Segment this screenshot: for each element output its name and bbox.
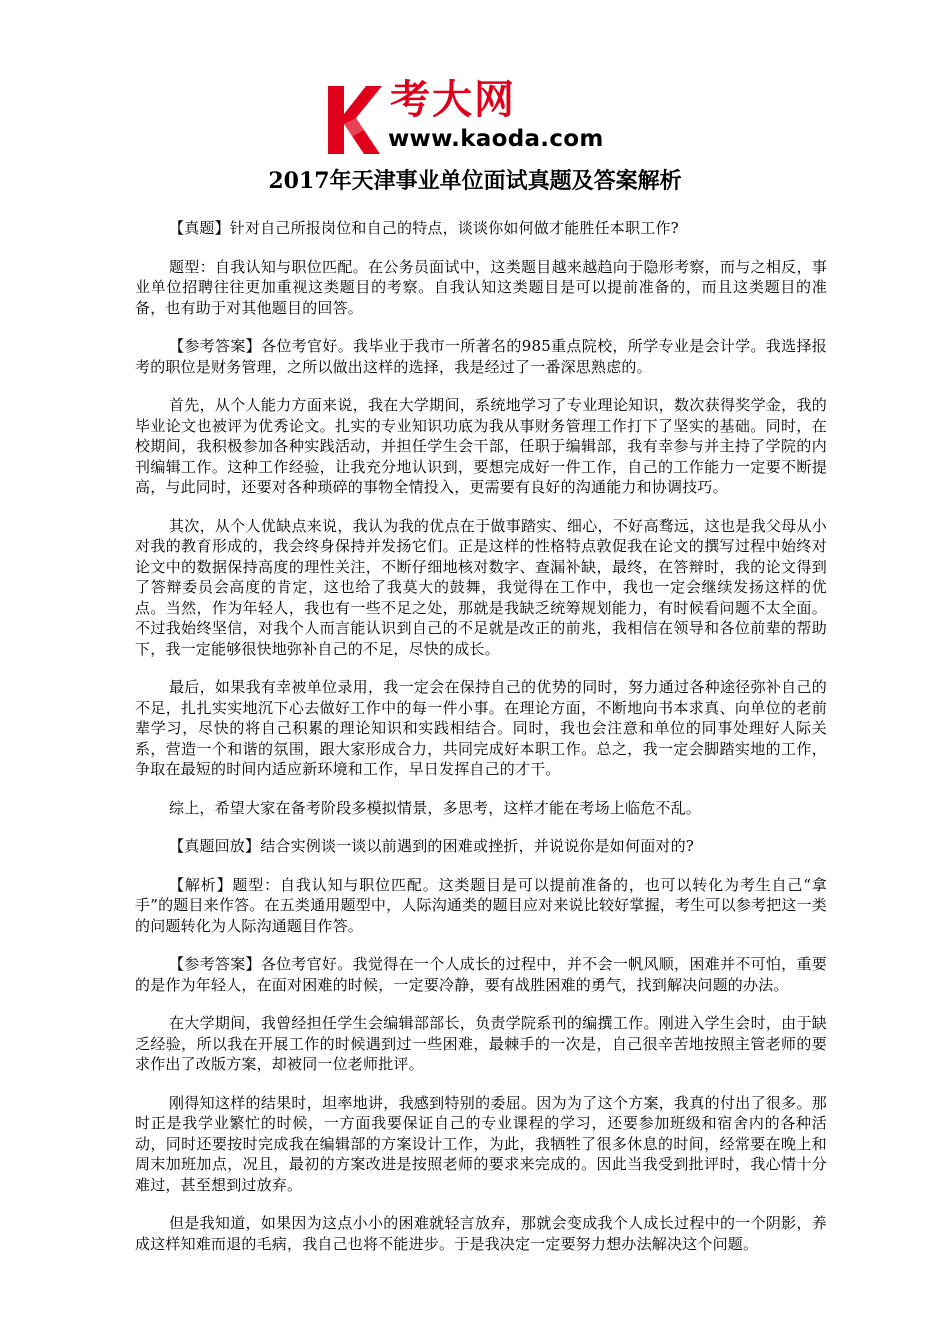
document-body xyxy=(135,218,827,1272)
logo-brand-name: 考大网 xyxy=(390,77,516,123)
paragraph: 在大学期间，我曾经担任学生会编辑部部长，负责学院系刊的编撰工作。刚进入学生会时，由于缺乏经验，所以我在开展工作的时候遇到过一些困难，最棘手的一次是，自己很辛苦地按照主管老师的要求作出了改版方案，却被同一位老师批评。 xyxy=(135,1014,827,1073)
paragraph: 【真题回放】结合实例谈一谈以前遇到的困难或挫折，并说说你是如何面对的? xyxy=(169,837,695,855)
paragraph: 其次，从个人优缺点来说，我认为我的优点在于做事踏实、细心，不好高骛远，这也是我父母从小对我的教育形成的，我会终身保持并发扬它们。正是这样的性格特点敦促我在论文的撰写过程中始终对论文中的数据保持高度的理性关注，不断仔细地核对数字、查漏补缺，最终，在答辩时，我的论文得到了答辩委员会高度的肯定，这也给了我莫大的鼓舞，我觉得在工作中，我也一定会继续发扬这样的优点。当然，作为年轻人，我也有一些不足之处，那就是我缺乏统筹规划能力，有时候看问题不太全面。不过我始终坚信，对我个人而言能认识到自己的不足就是改正的前兆，我相信在领导和各位前辈的帮助下，我一定能够很快地弥补自己的不足，尽快的成长。 xyxy=(135,516,827,658)
paragraph: 【解析】题型：自我认知与职位匹配。这类题目是可以提前准备的，也可以转化为考生自己“拿手”的题目来作答。在五类通用题型中，人际沟通类的题目应对来说比较好掌握，考生可以参考把这一类的问题转化为人际沟通题目作答。 xyxy=(135,875,827,935)
document-title: 2017年天津事业单位面试真题及答案解析 xyxy=(268,168,682,194)
paragraph: 题型：自我认知与职位匹配。在公务员面试中，这类题目越来越趋向于隐形考察，而与之相反，事业单位招聘往往更加重视这类题目的考察。自我认知这类题目是可以提前准备的，而且这类题目的准备，也有助于对其他题目的回答。 xyxy=(135,257,827,317)
logo-url: www.kaoda.com xyxy=(388,126,604,152)
paragraph: 【参考答案】各位考官好。我觉得在一个人成长的过程中，并不会一帆风顺，困难并不可怕，重要的是作为年轻人，在面对困难的时候，一定要冷静，要有战胜困难的勇气，找到解决问题的办法。 xyxy=(135,955,827,994)
paragraph: 最后，如果我有幸被单位录用，我一定会在保持自己的优势的同时，努力通过各种途径弥补自己的不足，扎扎实实地沉下心去做好工作中的每一件小事。在理论方面，不断地向书本求真、向单位的老前辈学习，尽快的将自己积累的理论知识和实践相结合。同时，我也会注意和单位的同事处理好人际关系，营造一个和谐的氛围，跟大家形成合力，共同完成好本职工作。总之，我一定会脚踏实地的工作，争取在最短的时间内适应新环境和工作，早日发挥自己的才干。 xyxy=(135,678,827,778)
kaoda-k-logo-icon xyxy=(322,82,384,156)
paragraph: 但是我知道，如果因为这点小小的困难就轻言放弃，那就会变成我个人成长过程中的一个阴影，养成这样知难而退的毛病，我自己也将不能进步。于是我决定一定要努力想办法解决这个问题。 xyxy=(135,1214,827,1253)
kaoda-logo xyxy=(322,78,642,160)
paragraph: 【真题】针对自己所报岗位和自己的特点，谈谈你如何做才能胜任本职工作? xyxy=(169,219,679,237)
paragraph: 首先，从个人能力方面来说，我在大学期间，系统地学习了专业理论知识，数次获得奖学金，我的毕业论文也被评为优秀论文。扎实的专业知识功底为我从事财务管理工作打下了坚实的基础。同时，在校期间，我积极参加各种实践活动，并担任学生会干部，任职于编辑部，我有幸参与并主持了学院的内刊编辑工作。这种工作经验，让我充分地认识到，要想完成好一件工作，自己的工作能力一定要不断提高，与此同时，还要对各种琐碎的事物全情投入，更需要有良好的沟通能力和协调技巧。 xyxy=(135,396,827,496)
paragraph: 刚得知这样的结果时，坦率地讲，我感到特别的委屈。因为为了这个方案，我真的付出了很多。那时正是我学业繁忙的时候，一方面我要保证自己的专业课程的学习，还要参加班级和宿舍内的各种活动，同时还要按时完成我在编辑部的方案设计工作，为此，我牺牲了很多休息的时间，经常要在晚上和周末加班加点，况且，最初的方案改进是按照老师的要求来完成的。因此当我受到批评时，我心情十分难过，甚至想到过放弃。 xyxy=(135,1093,827,1194)
paragraph: 【参考答案】各位考官好。我毕业于我市一所著名的985重点院校，所学专业是会计学。我选择报考的职位是财务管理，之所以做出这样的选择，我是经过了一番深思熟虑的。 xyxy=(135,337,827,376)
paragraph: 综上，希望大家在备考阶段多模拟情景，多思考，这样才能在考场上临危不乱。 xyxy=(169,798,702,817)
